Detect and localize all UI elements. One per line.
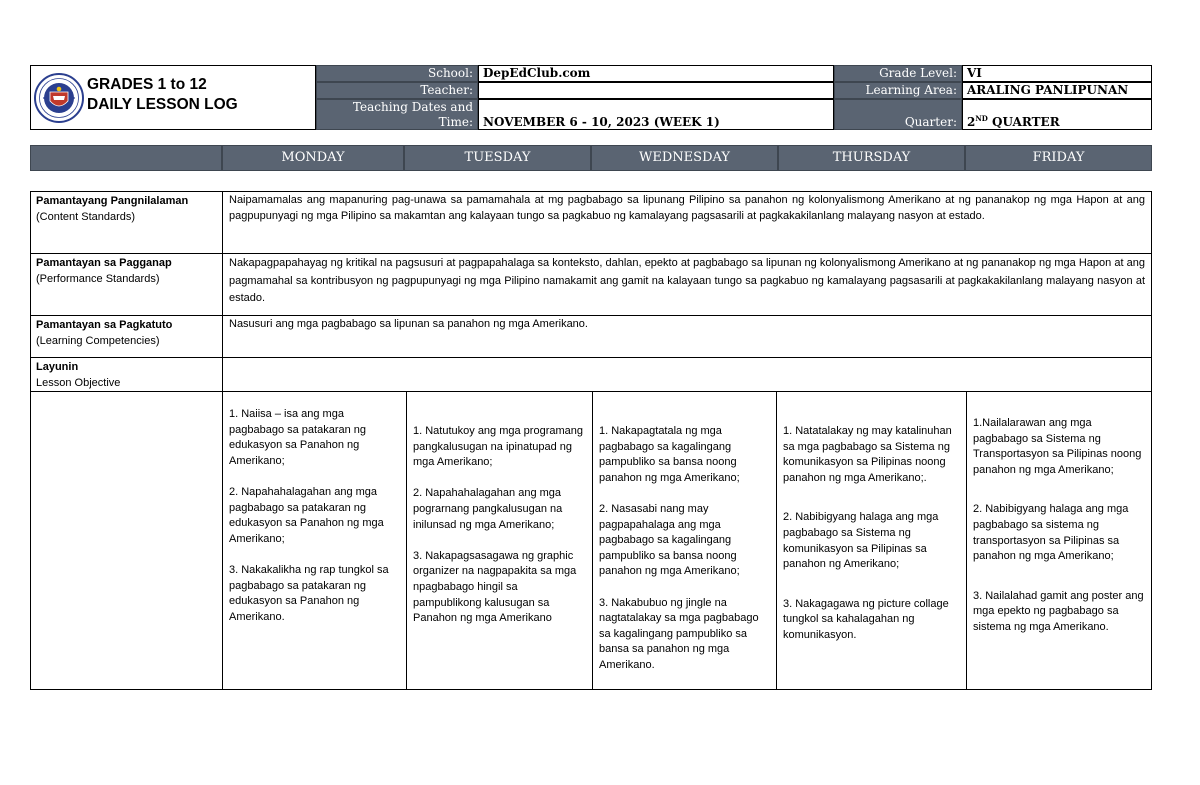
school-value xyxy=(478,65,834,82)
content-standards-text: Naipamamalas ang mapanuring pag-unawa sa pamamahala at mg pagbabago sa lipunang Pilipino sa panahon ng kolonyalismong Amerikano at ng pananakop ng mga Hapon at ang pagpupunyagi ng mga Pilipino sa makamtan ang kalayaan tungo sa pagkabuo ng kamalayang pagsasarili at pagkakakilanlang malayang nasyon at estado. xyxy=(222,191,1152,254)
content-standards-label xyxy=(30,191,223,254)
title-line-2: DAILY LESSON LOG xyxy=(87,96,238,113)
performance-standards-text: Nakapagpapahayag ng kritikal na pagsusuri at pagpapahalaga sa konteksto, dahlan, epekto at pagbabago sa lipunan ng kolonyalismong Amerikano at ng pananakop ng mga Hapon at ang pagmamahal sa kontribusyon ng pagpupunyagi ng mga Pilipino namakamit ang gamit na kalayaan tungo sa pagkabuo ng kamalayang pagsasarili at pagkakakilanlang malayang nasyon at estado. xyxy=(222,253,1152,316)
title-cell xyxy=(30,65,316,130)
school-value-text: DepEdClub.com xyxy=(483,66,591,80)
document-title xyxy=(87,75,238,115)
teacher-label xyxy=(316,82,478,99)
wednesday-objective-2: 2. Nasasabi nang may pagpapahalaga ang mga pagbabago sa kagalingang pampubliko sa bansa noong panahon ng mga Amerikano; xyxy=(599,502,740,578)
title-line-1: GRADES 1 to 12 xyxy=(87,76,207,93)
area-value-text: ARALING PANLIPUNAN xyxy=(967,83,1129,97)
friday-objective-3: 3. Nailalahad gamit ang poster ang mga epekto ng pagbabago sa sistema ng mga Amerikano. xyxy=(973,589,1144,633)
dates-label-line-2: Time: xyxy=(438,115,473,129)
school-label xyxy=(316,65,478,82)
monday-objective-2: 2. Napahahalagahan ang mga pagbabago sa patakaran ng edukasyon sa Panahon ng mga Amerikano; xyxy=(229,485,384,545)
thursday-objective-3: 3. Nakagagawa ng picture collage tungkol sa kahalagahan ng komunikasyon. xyxy=(783,597,949,641)
quarter-label-text: Quarter: xyxy=(904,115,957,129)
performance-standards-label xyxy=(30,253,223,316)
quarter-label xyxy=(834,99,962,130)
wednesday-objective-1: 1. Nakapagtatala ng mga pagbabago sa kagalingang pampubliko sa bansa noong panahon ng mga Amerikano; xyxy=(599,425,740,484)
friday-objective-1: 1.Nailalarawan ang mga pagbabago sa Sistema ng Transportasyon sa Pilipinas noong panahon ng mga Amerikano; xyxy=(973,417,1142,476)
lesson-log-header xyxy=(30,65,1152,130)
friday-objectives xyxy=(966,391,1152,690)
deped-seal-icon xyxy=(34,69,84,127)
content-standards-title: Pamantayang Pangnilalaman xyxy=(36,195,189,207)
performance-standards-title: Pamantayan sa Pagganap xyxy=(36,257,172,269)
thursday-objective-1: 1. Natatalakay ng may katalinuhan sa mga pagbabago sa Sistema ng komunikasyon sa Pilipinas noong panahon ng mga Amerikano;. xyxy=(783,425,952,484)
lesson-objective-subtitle: Lesson Objective xyxy=(36,376,121,389)
learning-competencies-label xyxy=(30,315,223,358)
friday-objective-2: 2. Nabibigyang halaga ang mga pagbabago sa sistema ng transportasyon sa Pilipinas sa panahon ng mga Amerikano; xyxy=(973,503,1129,563)
area-value xyxy=(962,82,1152,99)
tuesday-objective-1: 1. Natutukoy ang mga programang pangkalusugan na ipinatupad ng mga Amerikano; xyxy=(413,425,583,469)
learning-competencies-subtitle: (Learning Competencies) xyxy=(36,334,160,347)
wednesday-objectives xyxy=(592,391,777,690)
day-header-tuesday: TUESDAY xyxy=(404,145,591,171)
day-header-monday: MONDAY xyxy=(222,145,404,171)
teacher-value xyxy=(478,82,834,99)
school-label-text: School: xyxy=(428,66,473,80)
objectives-label-blank xyxy=(30,391,223,690)
quarter-word: QUARTER xyxy=(987,115,1060,129)
performance-standards-subtitle: (Performance Standards) xyxy=(36,272,160,285)
monday-objective-1: 1. Naiisa – isa ang mga pagbabago sa patakaran ng edukasyon sa Panahon ng Amerikano; xyxy=(229,408,367,467)
quarter-suffix: ND xyxy=(975,114,988,123)
grade-value-text: VI xyxy=(967,66,982,80)
tuesday-objective-3: 3. Nakapagsasagawa ng graphic organizer na nagpapakita sa mga npagbabago hingil sa pampublikong kalusugan sa Panahon ng mga Amerikano xyxy=(413,549,577,625)
area-label-text: Learning Area: xyxy=(865,83,957,97)
dates-value xyxy=(478,99,834,130)
teacher-label-text: Teacher: xyxy=(420,83,473,97)
grade-value xyxy=(962,65,1152,82)
content-standards-subtitle: (Content Standards) xyxy=(36,210,136,223)
monday-objective-3: 3. Nakakalikha ng rap tungkol sa pagbabago sa patakaran ng edukasyon sa Panahon ng Amerikano. xyxy=(229,563,389,623)
learning-competencies-title: Pamantayan sa Pagkatuto xyxy=(36,319,173,331)
grade-label-text: Grade Level: xyxy=(879,66,957,80)
quarter-number: 2 xyxy=(967,115,976,129)
lesson-objective-title: Layunin xyxy=(36,361,79,373)
thursday-objectives xyxy=(776,391,967,690)
day-header-friday: FRIDAY xyxy=(965,145,1152,171)
monday-objectives xyxy=(222,391,407,690)
grade-label xyxy=(834,65,962,82)
wednesday-objective-3: 3. Nakabubuo ng jingle na nagtatalakay sa mga pagbabago sa kagalingang pampubliko sa bansa sa panahon ng mga Amerikano. xyxy=(599,596,759,671)
thursday-objective-2: 2. Nabibigyang halaga ang mga pagbabago sa Sistema ng komunikasyon sa Pilipinas sa panahon ng Amerikano; xyxy=(783,511,939,571)
area-label xyxy=(834,82,962,99)
day-header-blank xyxy=(30,145,222,171)
lesson-objective-label xyxy=(30,357,223,392)
day-header-row xyxy=(30,145,1152,171)
dates-value-text: NOVEMBER 6 - 10, 2023 (WEEK 1) xyxy=(483,115,720,129)
dates-label xyxy=(316,99,478,130)
quarter-value xyxy=(962,99,1152,130)
tuesday-objective-2: 2. Napahahalagahan ang mga pograrnang pangkalusugan na inilunsad ng mga Amerikano; xyxy=(413,487,563,531)
day-header-thursday: THURSDAY xyxy=(778,145,965,171)
tuesday-objectives xyxy=(406,391,593,690)
dates-label-line-1: Teaching Dates and xyxy=(352,100,473,114)
learning-competencies-text: Nasusuri ang mga pagbabago sa lipunan sa panahon ng mga Amerikano. xyxy=(222,315,1152,358)
day-header-wednesday: WEDNESDAY xyxy=(591,145,778,171)
lesson-objective-blank xyxy=(222,357,1152,392)
